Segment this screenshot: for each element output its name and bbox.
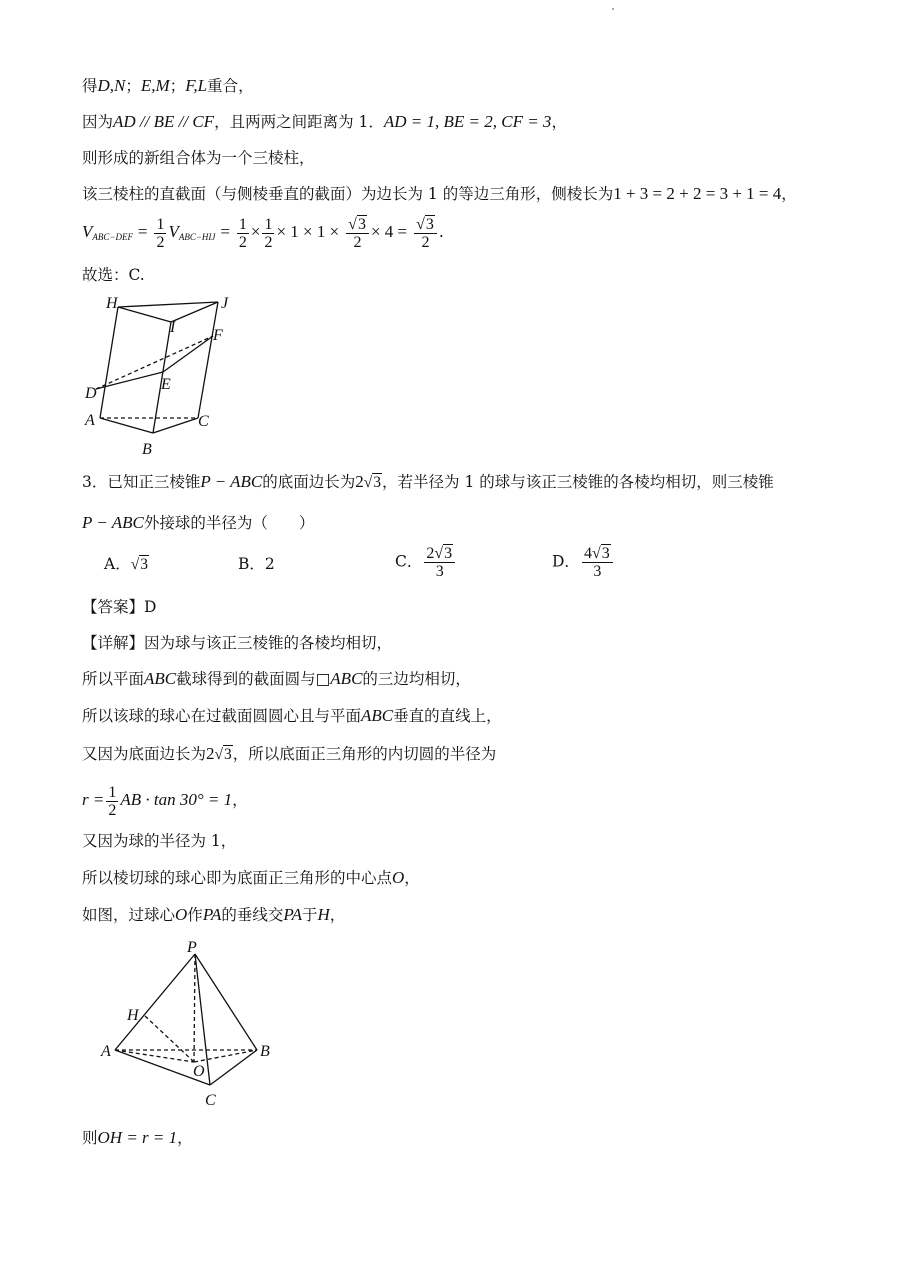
label-d: D (85, 385, 97, 402)
detail-line-6: 又因为球的半径为 1， (82, 832, 237, 850)
edge-bc (153, 418, 198, 433)
option-d[interactable]: D． $\frac{4√3}{3}$ (552, 545, 615, 580)
edge-ab (100, 418, 153, 433)
edge-pa (115, 954, 195, 1050)
edge-ob-hidden (194, 1050, 257, 1062)
label-i: I (170, 319, 176, 336)
label-h2: H (127, 1007, 139, 1024)
label-a2: A (101, 1043, 111, 1060)
text-line-choose-c: 故选：C. (82, 266, 145, 284)
text-line-3: 则形成的新组合体为一个三棱柱， (82, 149, 315, 167)
label-c2: C (205, 1092, 216, 1109)
edge-jc (198, 302, 218, 418)
text-line-2: 因为AD // BE // CF，且两两之间距离为 1．AD = 1, BE = 2, CF = 3， (82, 112, 567, 131)
option-a[interactable]: A．√3 (104, 555, 148, 573)
tetrahedron-figure (95, 938, 285, 1113)
scan-dot (612, 8, 614, 10)
option-c[interactable]: C． $\frac{2√3}{3}$ (395, 545, 457, 580)
detail-line-1: 【详解】因为球与该正三棱锥的各棱均相切， (82, 634, 393, 652)
fraction-half: $\frac{1}{2}$ (156, 215, 165, 251)
edge-ao-hidden (115, 1050, 194, 1062)
detail-line-5-inradius: r = $\frac{1}{2}$ AB · tan 30° = 1， (82, 783, 248, 819)
detail-line-8: 如图，过球心O作PA的垂线交PA于H， (82, 905, 346, 924)
detail-line-4: 又因为底面边长为2√3，所以底面正三角形的内切圆的半径为 (82, 744, 497, 763)
question-3-line-2: P − ABC外接球的半径为（ ） (82, 513, 315, 532)
detail-line-7: 所以棱切球的球心即为底面正三角形的中心点O， (82, 868, 420, 887)
text-line-1: 得D,N；E,M；F,L重合， (82, 76, 254, 95)
fraction-sqrt3-over-2: $\frac{√3}{2}$ (346, 216, 369, 251)
edge-ij (171, 302, 218, 322)
detail-line-2: 所以平面ABC截球得到的截面圆与□ABC的三边均相切， (82, 669, 471, 688)
question-3-line-1: 3．已知正三棱锥P − ABC的底面边长为2√3，若半径为 1 的球与该正三棱锥的各棱均相切，则三棱锥 (82, 472, 774, 491)
option-b[interactable]: B．2 (238, 555, 275, 573)
label-b2: B (260, 1043, 270, 1060)
volume-formula: $V_{ABC-DEF}$ = $\frac{1}{2}$ $V_{ABC-HIJ}$ = $\frac{1}{2}$ × $\frac{1}{2}$ × 1 × 1 × $\frac{√3}{2}$ × 4 = $\frac{√3}{2}$ . (82, 215, 444, 251)
label-c: C (198, 413, 209, 430)
edge-hi (118, 307, 171, 322)
edge-ha (100, 307, 118, 418)
edge-ef (163, 336, 213, 372)
label-h: H (106, 295, 118, 312)
label-b: B (142, 441, 152, 458)
answer-label: 【答案】D (82, 598, 157, 616)
label-o: O (193, 1063, 205, 1080)
label-j: J (221, 295, 229, 312)
edge-po-hidden (194, 954, 195, 1062)
label-p: P (187, 939, 197, 956)
label-a: A (85, 412, 95, 429)
label-f: F (213, 327, 223, 344)
detail-line-3: 所以该球的球心在过截面圆圆心且与平面ABC垂直的直线上， (82, 706, 502, 725)
edge-bc (210, 1050, 257, 1085)
label-e: E (161, 376, 171, 393)
prism-figure (78, 292, 248, 460)
edge-df-hidden (96, 336, 213, 389)
edge-hj (118, 302, 218, 307)
text-line-4: 该三棱柱的直截面（与侧棱垂直的截面）为边长为 1 的等边三角形，侧棱长为1 + 3 = 2 + 2 = 3 + 1 = 4， (82, 184, 797, 203)
detail-line-9: 则OH = r = 1， (82, 1128, 193, 1147)
